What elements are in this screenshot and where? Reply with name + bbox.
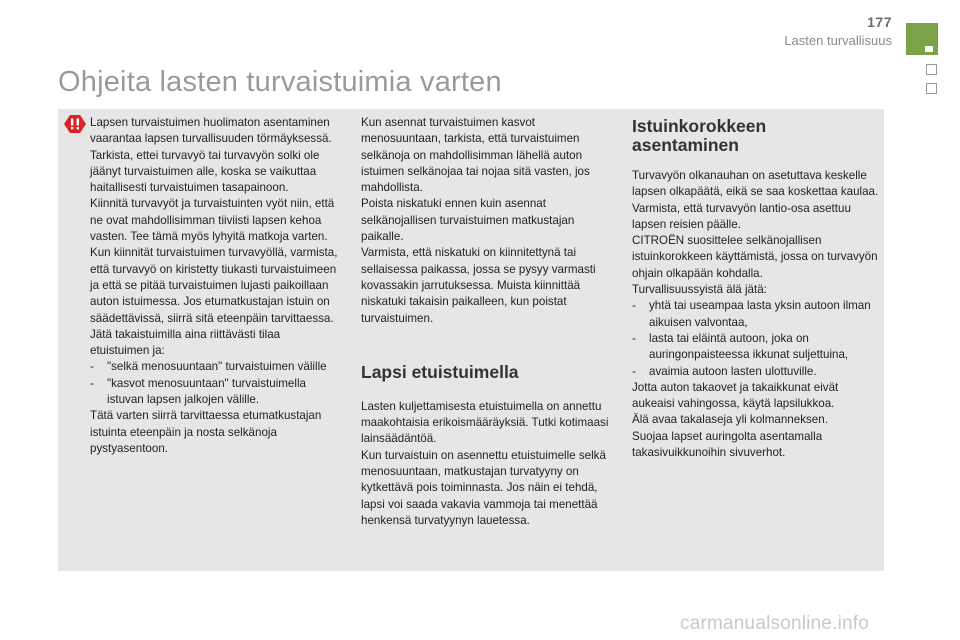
tab-mark-icon <box>925 46 933 52</box>
list-dash: - <box>632 364 636 378</box>
column-middle <box>361 115 613 529</box>
paragraph: Jotta auton takaovet ja takaikkunat eivät aukeaisi vahingossa, käytä lapsilukkoa. <box>632 380 839 411</box>
warning-double-exclamation-icon <box>64 115 86 133</box>
heading-line: asentaminen <box>632 135 739 155</box>
paragraph: Kun turvaistuin on asennettu etuistuimelle selkä menosuuntaan, matkustajan turvatyyny on kytkettävä pois toiminnasta. Jos näin ei tehdä, lapsi voi saada vakavia vammoja tai menettää henkensä turvatyynyn lauetessa. <box>361 448 606 527</box>
chapter-tab-active[interactable] <box>906 23 938 55</box>
watermark: carmanualsonline.info <box>680 613 870 634</box>
paragraph: Jätä takaistuimilla aina riittävästi tilaa etuistuimen ja: <box>90 327 281 358</box>
page-title: Ohjeita lasten turvaistuimia varten <box>58 66 502 98</box>
column-booster-seat <box>632 115 882 461</box>
paragraph: Varmista, että niskatuki on kiinnitettynä tai sellaisessa paikassa, jossa se pysyy varmasti kovassakin jarrutuksessa. Muista kiinnittää niskatuki takaisin paikalleen, kun poistat turvaistuimen. <box>361 246 596 325</box>
chapter-tab-empty-2[interactable] <box>926 83 937 94</box>
chapter-tab-empty-1[interactable] <box>926 64 937 75</box>
paragraph: Lasten kuljettamisesta etuistuimella on annettu maakohtaisia erikoismääräyksiä. Tutki kotimaasi lainsäädäntöä. <box>361 399 609 446</box>
page-number: 177 <box>867 14 892 30</box>
list-item-text: "kasvot menosuuntaan" turvaistuimella istuvan lapsen jalkojen välille. <box>107 376 306 407</box>
section-heading-front-seat: Lapsi etuistuimella <box>361 361 519 382</box>
list-item <box>632 364 882 380</box>
paragraph: Kun kiinnität turvaistuimen turvavyöllä, varmista, että turvavyö on kiristetty tiukasti turvaistuimeen ja että se pitää turvaistuimen lujasti paikoillaan auton istuimessa. Jos etumatkustajan istuin on säädettävissä, siirrä sitä eteenpäin tarvittaessa. <box>90 246 338 325</box>
list-item <box>632 331 882 364</box>
section-heading-booster <box>632 117 882 155</box>
content-panel <box>58 109 884 571</box>
paragraph: Kiinnitä turvavyöt ja turvaistuinten vyöt niin, että ne ovat mahdollisimman tiiviisti lapsen kehoa vasten. Tee tämä myös lyhyitä matkoja varten. <box>90 197 335 244</box>
paragraph: Turvavyön olkanauhan on asetuttava keskelle lapsen olkapäätä, eikä se saa koskettaa kaulaa. <box>632 169 879 199</box>
paragraph: Lapsen turvaistuimen huolimaton asentaminen vaarantaa lapsen turvallisuuden törmäyksessä. <box>90 116 332 146</box>
list-dash: - <box>632 331 636 345</box>
paragraph: Poista niskatuki ennen kuin asennat selkänojallisen turvaistuimen matkustajan paikalle. <box>361 197 575 244</box>
heading-line: Istuinkorokkeen <box>632 116 767 136</box>
paragraph: Tätä varten siirrä tarvittaessa etumatkustajan istuinta eteenpäin ja nosta selkänoja pystyasentoon. <box>90 409 322 455</box>
list-item-text: "selkä menosuuntaan" turvaistuimen välille <box>107 360 327 374</box>
paragraph: Turvallisuussyistä älä jätä: <box>632 283 767 297</box>
list-item-text: lasta tai eläintä autoon, joka on auringonpaisteessa ikkunat suljettuina, <box>649 331 849 362</box>
chapter-title: Lasten turvallisuus <box>784 33 892 48</box>
list-item-text: yhtä tai useampaa lasta yksin autoon ilman aikuisen valvontaa, <box>649 299 871 329</box>
paragraph: Älä avaa takalaseja yli kolmanneksen. <box>632 413 828 427</box>
list-dash: - <box>90 360 94 374</box>
list-item-text: avaimia autoon lasten ulottuville. <box>649 364 817 378</box>
column-warning <box>90 115 342 457</box>
paragraph: CITROËN suosittelee selkänojallisen istuinkorokkeen käyttämistä, jossa on turvavyön ohjain olkapään kohdalla. <box>632 234 878 280</box>
list-item <box>90 376 342 409</box>
paragraph: Kun asennat turvaistuimen kasvot menosuuntaan, tarkista, että turvaistuimen selkänoja on mahdollisimman lähellä auton istuimen selkänojaa tai nojaa sitä vasten, jos mahdollista. <box>361 116 590 195</box>
paragraph: Varmista, että turvavyön lantio-osa asettuu lapsen reisien päälle. <box>632 201 851 231</box>
list-dash: - <box>632 299 636 313</box>
list-item <box>632 298 882 331</box>
list-item <box>90 359 342 375</box>
list-dash: - <box>90 376 94 390</box>
paragraph: Suojaa lapset auringolta asentamalla takasivuikkunoihin sivuverhot. <box>632 429 823 460</box>
paragraph: Tarkista, ettei turvavyö tai turvavyön solki ole jäänyt turvaistuimen alle, koska se vaikuttaa haitallisesti turvaistuimen tasapainoon. <box>90 148 320 195</box>
